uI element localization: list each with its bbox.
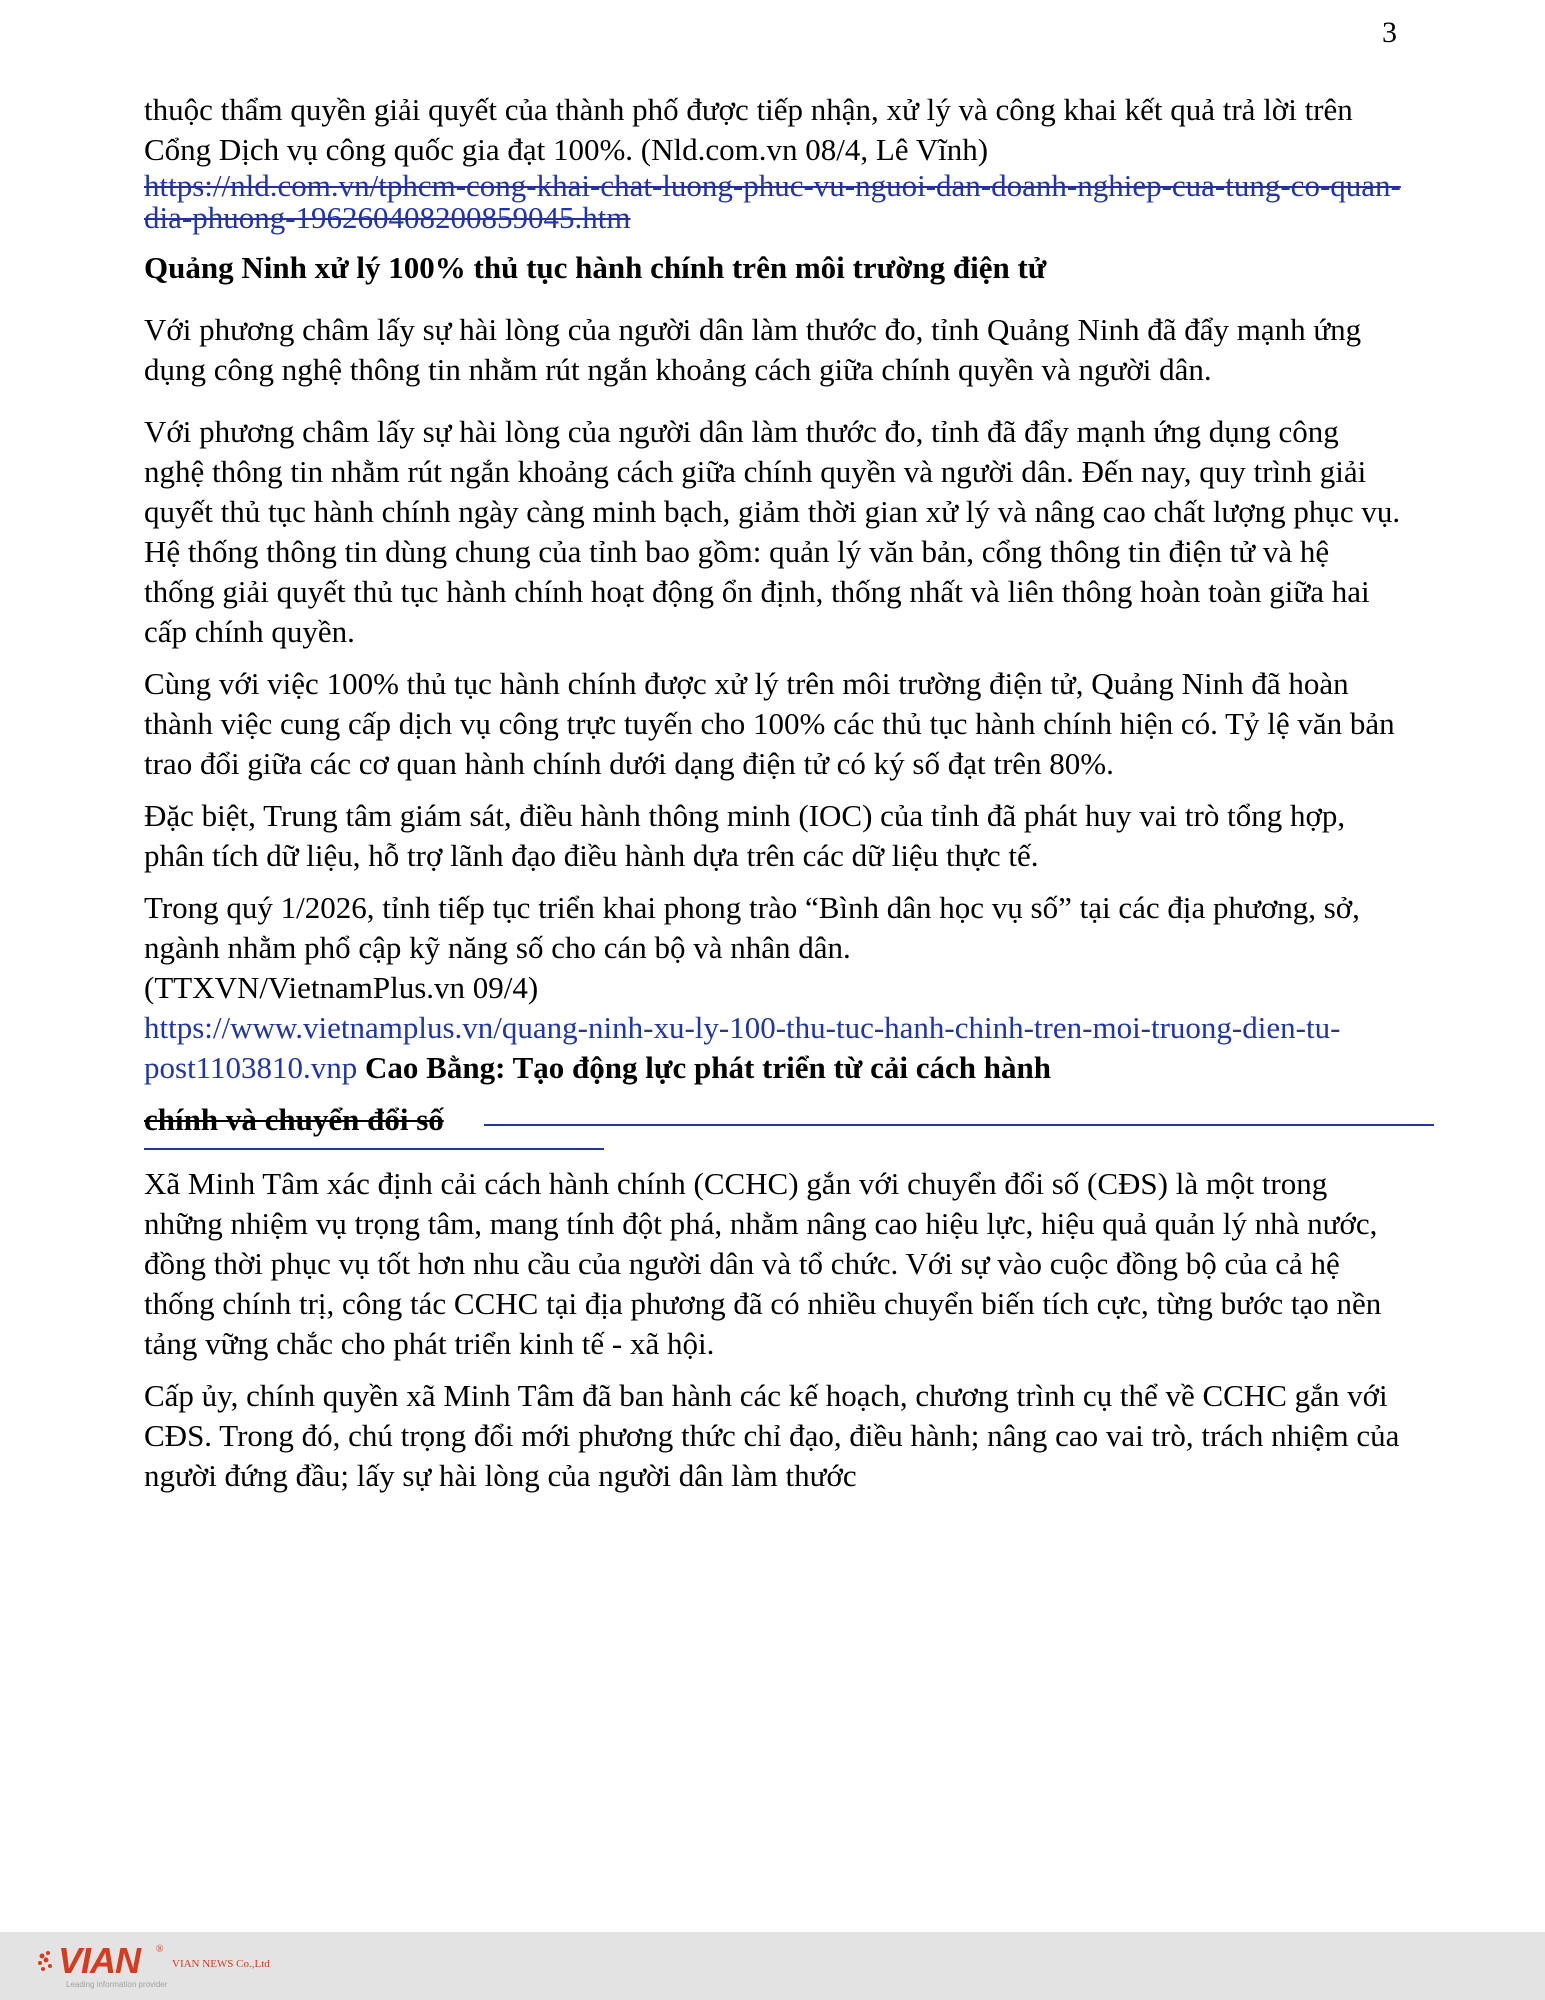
paragraph-text: thuộc thẩm quyền giải quyết của thành phố được tiếp nhận, xử lý và công khai kết quả trả lời trên Cổng Dịch vụ công quốc gia đạt 100%. (Nld.com.vn 08/4, Lê Vĩnh) [144, 92, 1353, 167]
tracked-change-rule [484, 1124, 1434, 1126]
paragraph-text: Đến nay, quy trình giải quyết thủ tục hành chính ngày càng minh bạch, giảm thời gian xử lý và nâng cao chất lượng phục vụ. [144, 454, 1401, 529]
source-vietnamplus: (TTXVN/VietnamPlus.vn 09/4) [144, 970, 539, 1005]
paragraph-link-nld [144, 170, 1402, 234]
heading-cao-bang-text: chính và chuyển đổi số [144, 1102, 444, 1137]
paragraph-link-vietnamplus [144, 1008, 1402, 1088]
paragraph-quang-ninh-process [144, 412, 1402, 652]
paragraph-text: CCHC gắn với CĐS. Trong đó, chú trọng đổi mới phương thức chỉ đạo, điều hành; nâng cao vai trò, trách nhiệm của người đứng đầu; lấy sự hài lòng của người dân làm thước [144, 1378, 1400, 1493]
vietnamplus-article-link[interactable]: https://www.vietnamplus.vn/quang-ninh-xu-ly-100-thu-tuc-hanh-chinh-tren-moi-truong-dien-tu-post1103810.vnp [144, 1010, 1341, 1085]
paragraph-quang-ninh-intro: Với phương châm lấy sự hài lòng của người dân làm thước đo, tỉnh Quảng Ninh đã đẩy mạnh ứng dụng công nghệ thông tin nhằm rút ngắn khoảng cách giữa chính quyền và người dân. [144, 312, 1362, 387]
paragraph-text: Cấp ủy, chính quyền xã Minh Tâm đã ban hành các kế hoạch, chương trình cụ thể về [144, 1378, 1195, 1413]
page-number: 3 [1382, 16, 1397, 49]
document-body [144, 90, 1402, 1508]
tracked-change-rule-short [144, 1148, 604, 1150]
paragraph-quang-ninh-online [144, 664, 1402, 784]
paragraph-text: Cùng với việc 100% thủ tục hành chính được xử lý trên môi trường điện tử, Quảng Ninh đã hoàn thành việc cung cấp dịch vụ công trực tuyến cho 100% các thủ tục hành [144, 666, 1349, 741]
heading-cao-bang: Cao Bằng: Tạo động lực phát triển từ cải cách hành [365, 1050, 1052, 1085]
paragraph-minh-tam-intro: Xã Minh Tâm xác định cải cách hành chính (CCHC) gắn với chuyển đổi số (CĐS) là một trong những nhiệm vụ trọng tâm, mang tính đột phá, nhằm nâng cao hiệu lực, hiệu quả quản lý nhà nước, đồng thời phục vụ tốt hơn nhu cầu của người dân và tổ chức. Với sự vào cuộc đồng bộ của cả hệ thống chính trị, công tác CCHC tại địa phương đã có nhiều chuyển biến tích cực, từng bước tạo nền tảng vững chắc cho phát triển kinh tế - xã hội. [144, 1166, 1382, 1361]
logo-wordmark: VIAN [58, 1940, 141, 1981]
paragraph-text: Trong quý 1/2026, tỉnh tiếp tục triển khai phong trào “Bình dân học vụ số” tại các địa phương, sở, ngành nhằm phổ cập kỹ năng số cho cán bộ và nhân dân. [144, 890, 1360, 965]
paragraph-minh-tam-plans [144, 1376, 1402, 1496]
logo-tagline: Leading information provider [66, 1980, 168, 1989]
vian-logo [36, 1940, 286, 1992]
heading-cao-bang-continued [144, 1100, 1402, 1140]
paragraph-text: chính hiện có. Tỷ lệ văn bản trao đổi giữa các cơ quan hành chính dưới dạng điện tử có ký số đạt trên 80%. [144, 706, 1395, 781]
paragraph-text: Với phương châm lấy sự hài lòng của người dân làm thước đo, tỉnh đã đẩy mạnh ứng dụng công nghệ thông tin nhằm rút ngắn khoảng cách giữa chính quyền và người dân. [144, 414, 1339, 489]
paragraph-quang-ninh-ioc: Đặc biệt, Trung tâm giám sát, điều hành thông minh (IOC) của tỉnh đã phát huy vai trò tổng hợp, phân tích dữ liệu, hỗ trợ lãnh đạo điều hành dựa trên các dữ liệu thực tế. [144, 798, 1346, 873]
paragraph-quang-ninh-digital [144, 888, 1402, 968]
heading-quang-ninh: Quảng Ninh xử lý 100% thủ tục hành chính trên môi trường điện tử [144, 250, 1047, 285]
nld-article-link[interactable]: https://nld.com.vn/tphcm-cong-khai-chat-luong-phuc-vu-nguoi-dan-doanh-nghiep-cua-tung-co-quan-dia-phuong-196260408200859045.htm [144, 168, 1401, 235]
paragraph-hcm-result [144, 90, 1402, 170]
footer-bar [0, 1932, 1545, 2000]
paragraph-text: Hệ thống thông tin dùng chung của tỉnh bao gồm: quản lý văn bản, cổng thông tin điện tử và hệ thống giải quyết thủ tục hành chính hoạt động ổn định, thống nhất và liên thông hoàn toàn giữa hai cấp chính quyền. [144, 534, 1370, 649]
company-name: VIAN NEWS Co.,Ltd [172, 1958, 270, 1970]
registered-mark: ® [156, 1944, 164, 1955]
